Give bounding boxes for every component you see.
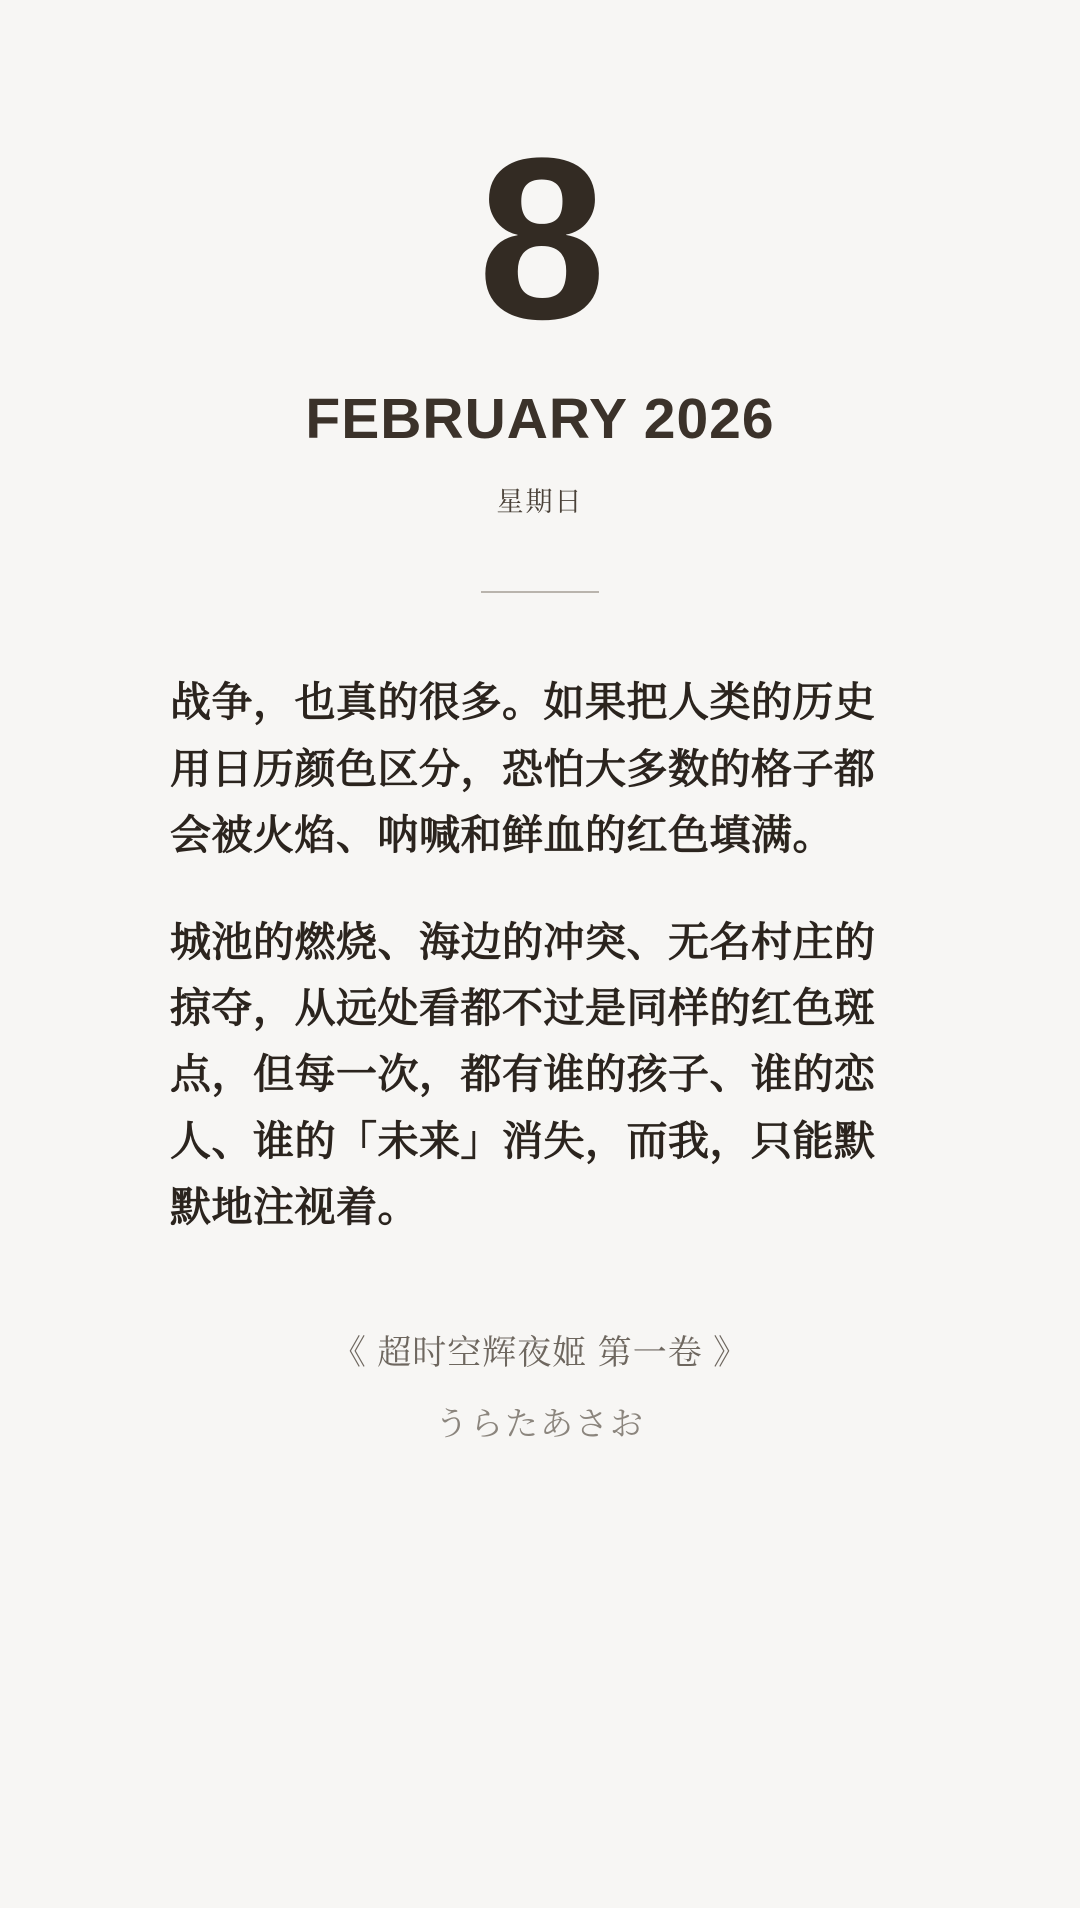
page-title: 8: [478, 110, 602, 367]
attribution: [96, 1325, 984, 1445]
weekday-label: 星期日: [496, 487, 584, 518]
divider: [481, 591, 599, 593]
month-year-label: FEBRUARY 2026: [305, 387, 775, 452]
author-name: うらたあさお: [435, 1404, 645, 1442]
source-title: 《 超时空辉夜姬 第一卷 》: [331, 1333, 749, 1372]
quote-body: [170, 669, 910, 1240]
quote-paragraph: 城池的燃烧、海边的冲突、无名村庄的掠夺，从远处看都不过是同样的红色斑点，但每一次，都有谁的孩子、谁的恋人、谁的「未来」消失，而我，只能默默地注视着。: [170, 918, 876, 1231]
quote-paragraph: 战争，也真的很多。如果把人类的历史用日历颜色区分，恐怕大多数的格子都会被火焰、呐喊和鲜血的红色填满。: [170, 679, 876, 859]
